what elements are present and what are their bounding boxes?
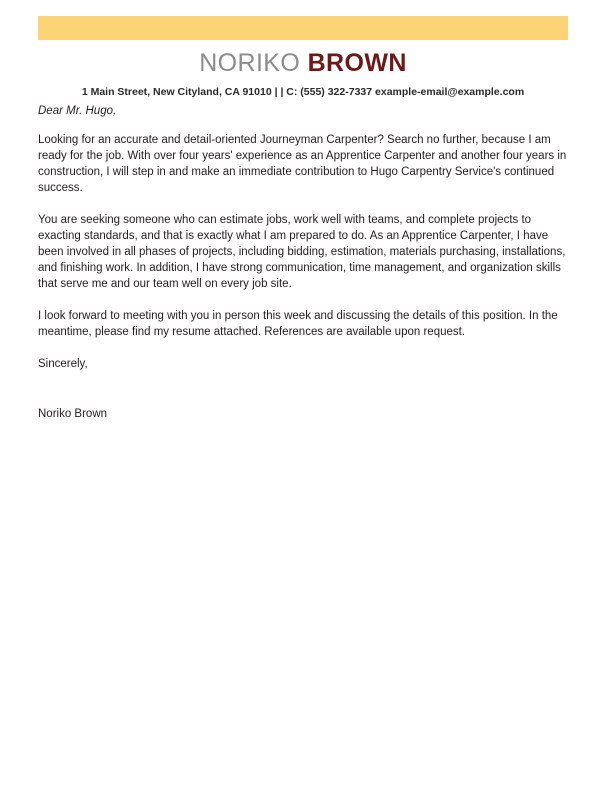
applicant-last-name: BROWN xyxy=(307,49,407,77)
body-paragraph-1: Looking for an accurate and detail-oriented Journeyman Carpenter? Search no further, because I am ready for the job. With over four years' experience as an Apprentice Carpenter and another four years in construction, I will step in and make an immediate contribution to Hugo Carpentry Service's continued success. xyxy=(38,134,567,194)
salutation: Dear Mr. Hugo, xyxy=(38,105,117,117)
applicant-name xyxy=(38,48,568,78)
signature-name: Noriko Brown xyxy=(38,408,108,420)
letter-header xyxy=(38,48,568,99)
body-paragraph-2: You are seeking someone who can estimate jobs, work well with teams, and complete projects to exacting standards, and that is exactly what I am prepared to do. As an Apprentice Carpenter, I have been involved in all phases of projects, including bidding, estimation, materials purchasing, installations, and finishing work. In addition, I have strong communication, time management, and organization skills that serve me and our team well on every job site. xyxy=(38,214,566,290)
closing-salutation: Sincerely, xyxy=(38,358,88,370)
applicant-first-name: NORIKO xyxy=(199,49,301,77)
body-paragraph-3: I look forward to meeting with you in person this week and discussing the details of this position. In the meantime, please find my resume attached. References are available upon request. xyxy=(38,310,558,338)
letter-body xyxy=(38,103,568,422)
name-space xyxy=(300,49,307,77)
contact-info-line: 1 Main Street, New Cityland, CA 91010 | | C: (555) 322-7337 example-email@example.com xyxy=(81,86,525,98)
header-accent-bar xyxy=(38,16,568,40)
signature-space xyxy=(38,378,568,406)
